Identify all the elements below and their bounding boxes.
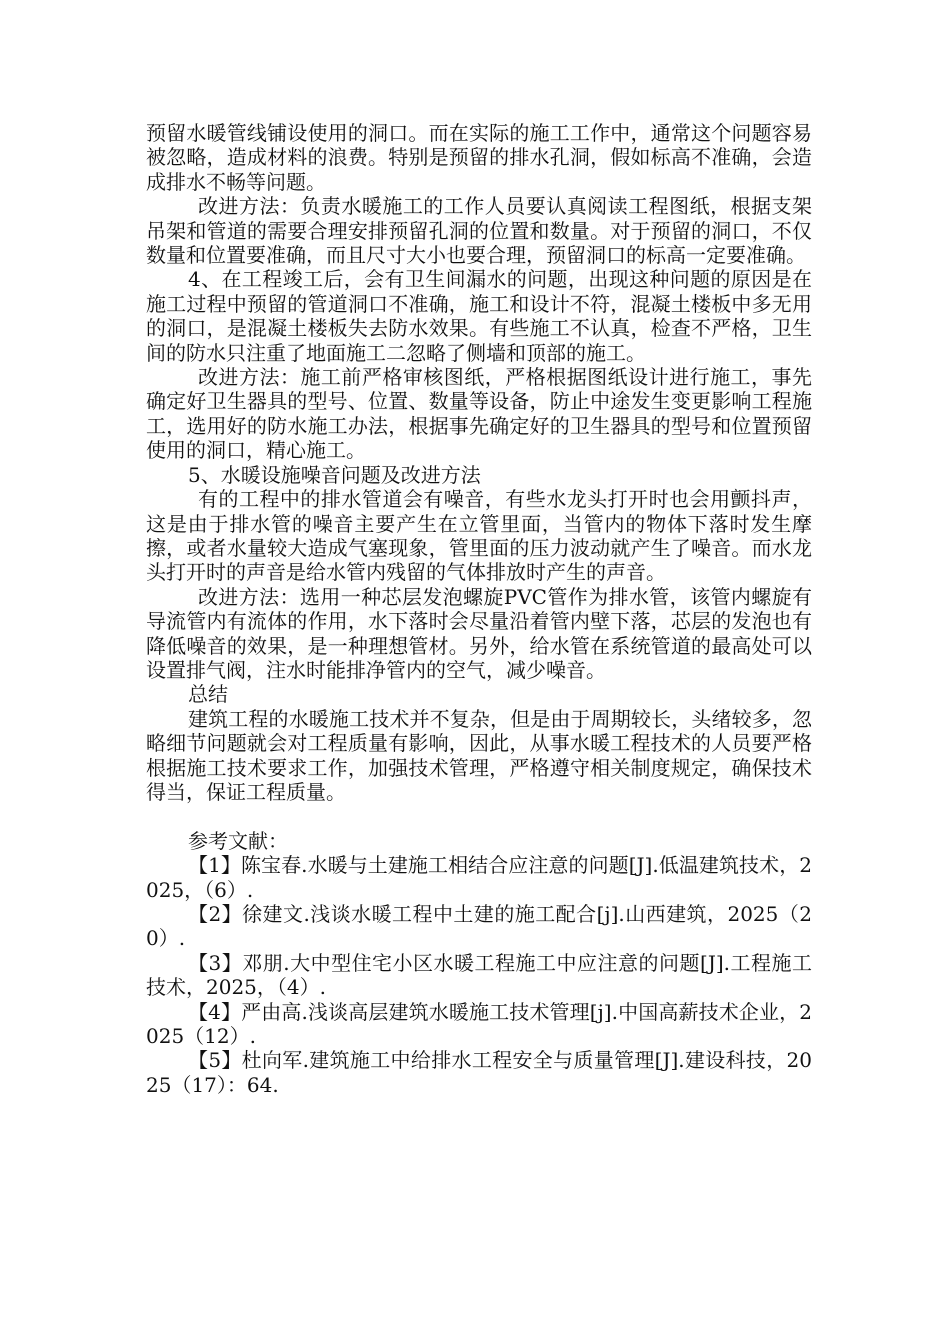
reference-item-2: 【2】徐建文.浅谈水暖工程中土建的施工配合[j].山西建筑，2025（20）. <box>146 901 812 951</box>
paragraph-summary: 建筑工程的水暖施工技术并不复杂，但是由于周期较长，头绪较多，忽略细节问题就会对工程质量有影响，因此，从事水暖工程技术的人员要严格根据施工技术要求工作，加强技术管理，严格遵守相关制度规定，确保技术得当，保证工程质量。 <box>146 706 812 804</box>
blank-line <box>146 804 812 828</box>
reference-item-3: 【3】邓朋.大中型住宅小区水暖工程施工中应注意的问题[J].工程施工技术，2025，（4）. <box>146 950 812 1000</box>
document-body <box>146 121 812 1097</box>
reference-item-4: 【4】严由高.浅谈高层建筑水暖施工技术管理[j].中国高薪技术企业，2025（12）. <box>146 999 812 1049</box>
paragraph-improvement-leakage: 改进方法：施工前严格审核图纸，严格根据图纸设计进行施工，事先确定好卫生器具的型号、位置、数量等设备，防止中途发生变更影响工程施工，选用好的防水施工办法，根据事先确定好的卫生器具的型号和位置预留使用的洞口，精心施工。 <box>146 365 812 463</box>
reference-item-1: 【1】陈宝春.水暖与土建施工相结合应注意的问题[J].低温建筑技术，2025，（6）. <box>146 853 812 902</box>
section-heading-noise: 5、水暖设施噪音问题及改进方法 <box>188 462 481 487</box>
summary-heading: 总结 <box>188 682 228 707</box>
paragraph-improvement-holes: 改进方法：负责水暖施工的工作人员要认真阅读工程图纸，根据支架吊架和管道的需要合理安排预留孔洞的位置和数量。对于预留的洞口，不仅数量和位置要准确，而且尺寸大小也要合理，预留洞口的标高一定要准确。 <box>146 194 812 268</box>
paragraph-improvement-noise: 改进方法：选用一种芯层发泡螺旋PVC管作为排水管，该管内螺旋有导流管内有流体的作用，水下落时会尽量沿着管内壁下落，芯层的发泡也有降低噪音的效果，是一种理想管材。另外，给水管在系统管道的最高处可以设置排气阀，注水时能排净管内的空气，减少噪音。 <box>146 584 812 682</box>
paragraph-noise-cause: 有的工程中的排水管道会有噪音，有些水龙头打开时也会用颤抖声，这是由于排水管的噪音主要产生在立管里面，当管内的物体下落时发生摩擦，或者水量较大造成气塞现象，管里面的压力波动就产生了噪音。而水龙头打开时的声音是给水管内残留的气体排放时产生的声音。 <box>146 487 812 585</box>
reference-item-5: 【5】杜向军.建筑施工中给排水工程安全与质量管理[J].建设科技，2025（17）：64. <box>146 1048 812 1097</box>
paragraph-item-4-leakage: 4、在工程竣工后，会有卫生间漏水的问题，出现这种问题的原因是在施工过程中预留的管道洞口不准确，施工和设计不符，混凝土楼板中多无用的洞口，是混凝土楼板失去防水效果。有些施工不认真，检查不严格，卫生间的防水只注重了地面施工二忽略了侧墙和顶部的施工。 <box>146 267 812 365</box>
paragraph-reserved-holes: 预留水暖管线铺设使用的洞口。而在实际的施工工作中，通常这个问题容易被忽略，造成材料的浪费。特别是预留的排水孔洞，假如标高不准确，会造成排水不畅等问题。 <box>146 121 812 194</box>
references-heading: 参考文献： <box>188 828 288 853</box>
